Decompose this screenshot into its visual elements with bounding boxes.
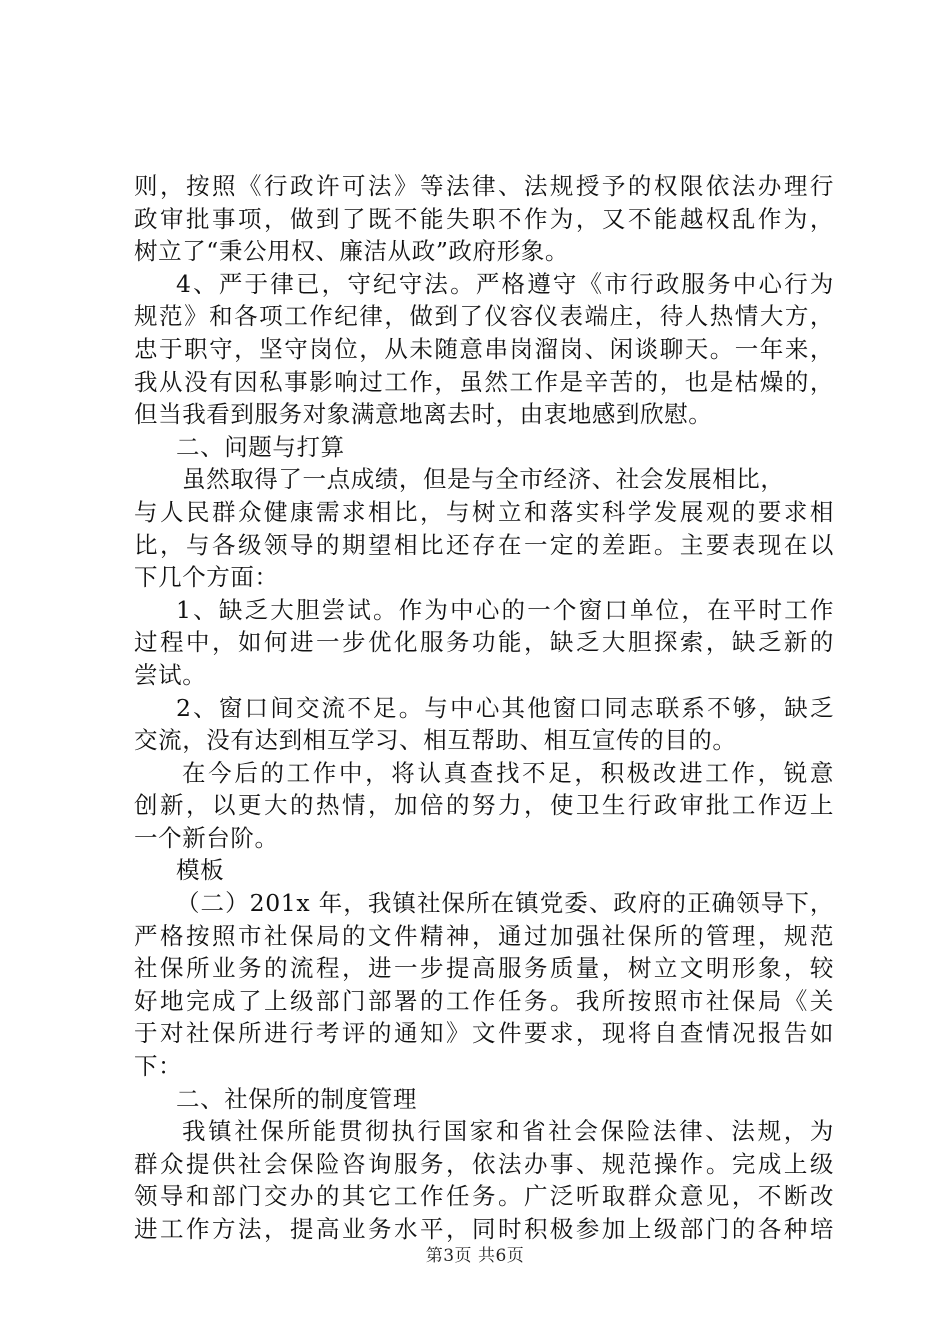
text-line: 政审批事项，做到了既不能失职不作为，又不能越权乱作为， xyxy=(134,204,834,233)
text-line: 好地完成了上级部门部署的工作任务。我所按照市社保局《关 xyxy=(134,986,834,1015)
text-line: 与人民群众健康需求相比，与树立和落实科学发展观的要求相 xyxy=(134,497,834,526)
text-line: 下： xyxy=(134,1052,183,1081)
text-line: 我从没有因私事影响过工作，虽然工作是辛苦的，也是枯燥的， xyxy=(134,367,834,396)
text-line: 创新，以更大的热情，加倍的努力，使卫生行政审批工作迈上 xyxy=(134,791,834,820)
text-line: 4、严于律已，守纪守法。严格遵守《市行政服务中心行为 xyxy=(176,269,834,298)
text-line: 进工作方法，提高业务水平，同时积极参加上级部门的各种培 xyxy=(134,1215,834,1243)
text-line: 虽然取得了一点成绩，但是与全市经济、社会发展相比， xyxy=(182,465,785,494)
text-line: 二、社保所的制度管理 xyxy=(176,1084,417,1113)
text-line: 则，按照《行政许可法》等法律、法规授予的权限依法办理行 xyxy=(134,172,834,200)
document-body xyxy=(134,170,834,1246)
text-line: 但当我看到服务对象满意地离去时，由衷地感到欣慰。 xyxy=(134,400,713,429)
text-line: 比，与各级领导的期望相比还存在一定的差距。主要表现在以 xyxy=(134,530,834,559)
text-line: 社保所业务的流程，进一步提高服务质量，树立文明形象，较 xyxy=(134,954,834,983)
text-line: 交流，没有达到相互学习、相互帮助、相互宣传的目的。 xyxy=(134,726,737,755)
text-line: 于对社保所进行考评的通知》文件要求，现将自查情况报告如 xyxy=(134,1019,834,1048)
text-line: 下几个方面： xyxy=(134,563,279,592)
text-line: 尝试。 xyxy=(134,660,207,689)
text-line: 群众提供社会保险咨询服务，依法办事、规范操作。完成上级 xyxy=(134,1149,834,1178)
text-line: 树立了“秉公用权、廉洁从政”政府形象。 xyxy=(134,237,569,266)
text-line: （二）201x 年，我镇社保所在镇党委、政府的正确领导下， xyxy=(176,889,834,918)
text-line: 规范》和各项工作纪律，做到了仪容仪表端庄，待人热情大方， xyxy=(134,302,834,331)
text-line: 过程中，如何进一步优化服务功能，缺乏大胆探索，缺乏新的 xyxy=(134,628,834,657)
text-line: 领导和部门交办的其它工作任务。广泛听取群众意见，不断改 xyxy=(134,1182,834,1211)
text-line: 二、问题与打算 xyxy=(176,432,345,461)
text-line: 一个新台阶。 xyxy=(134,823,279,852)
text-line: 忠于职守，坚守岗位，从未随意串岗溜岗、闲谈聊天。一年来， xyxy=(134,334,834,363)
text-line: 严格按照市社保局的文件精神，通过加强社保所的管理，规范 xyxy=(134,921,834,950)
text-line: 模板 xyxy=(176,856,225,885)
text-line: 2、窗口间交流不足。与中心其他窗口同志联系不够，缺乏 xyxy=(176,693,834,722)
page-footer: 第3页 共6页 xyxy=(425,1246,525,1266)
text-line: 我镇社保所能贯彻执行国家和省社会保险法律、法规，为 xyxy=(182,1117,834,1146)
text-line: 在今后的工作中，将认真查找不足，积极改进工作，锐意 xyxy=(182,758,834,787)
text-line: 1、缺乏大胆尝试。作为中心的一个窗口单位，在平时工作 xyxy=(176,595,834,624)
